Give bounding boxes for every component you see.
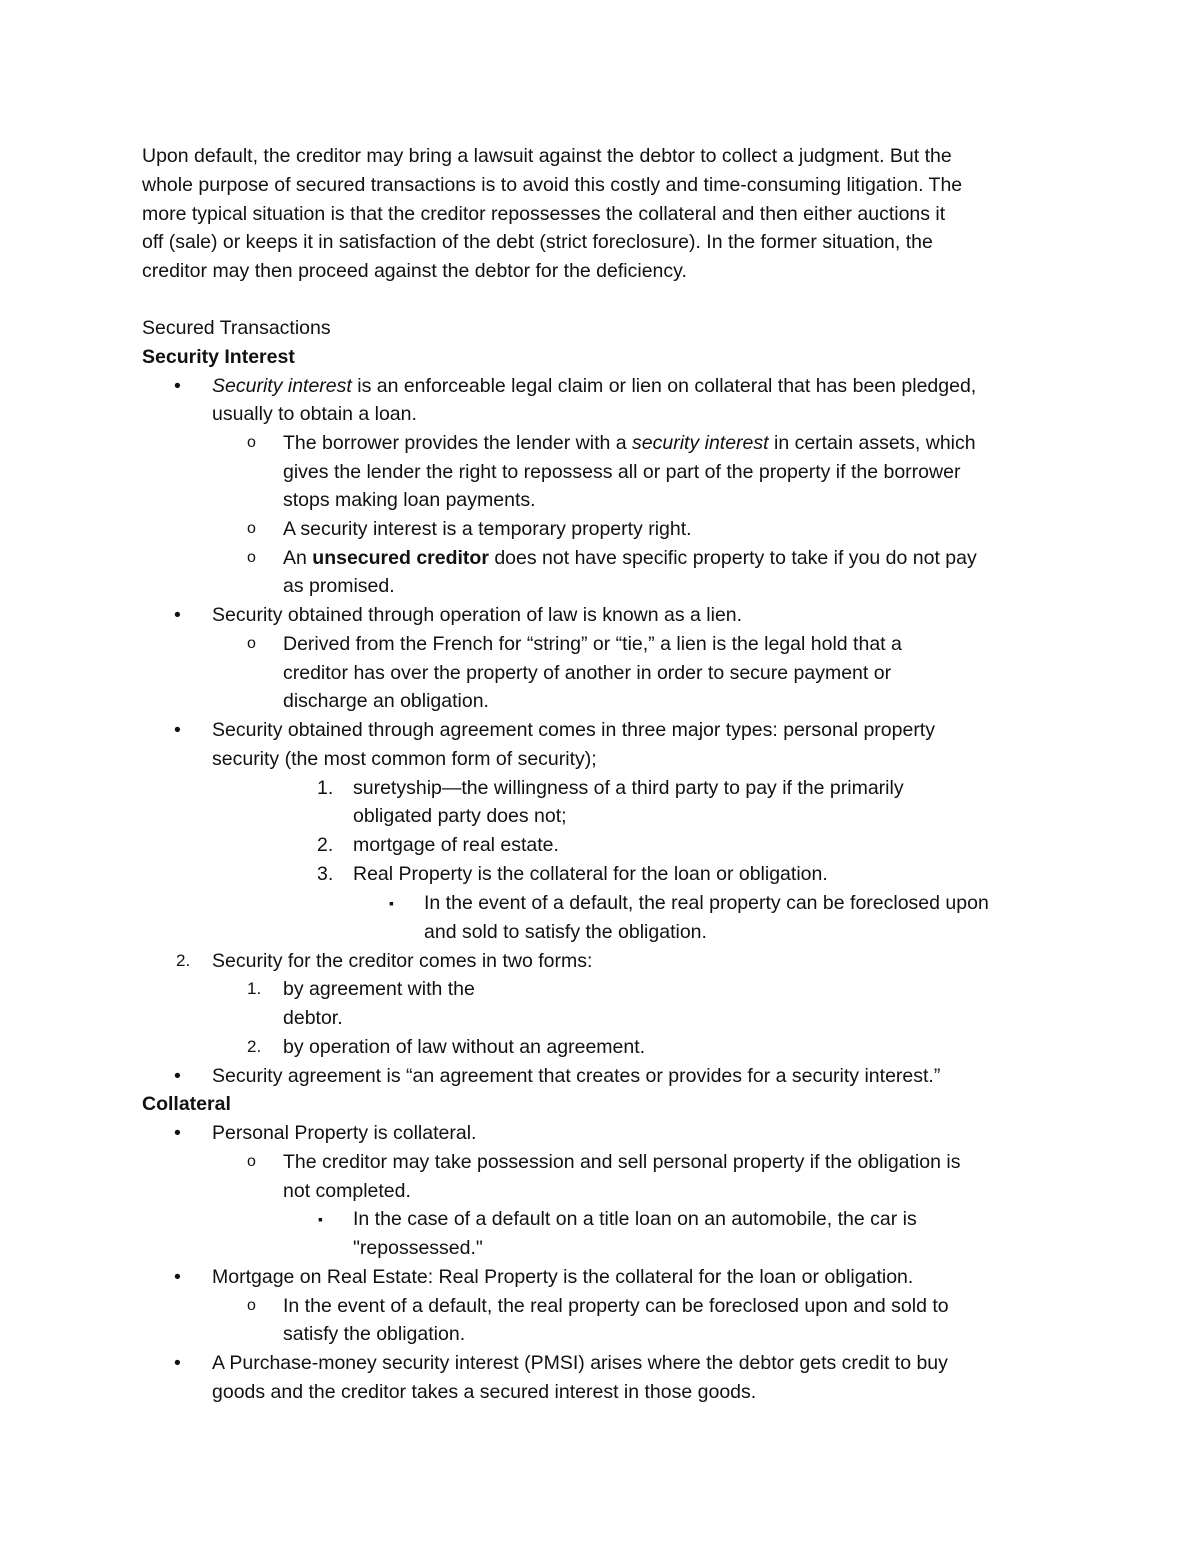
square-item-continuation: "repossessed." [353,1237,483,1259]
numbered-item-mortgage: mortgage of real estate. [353,834,559,856]
circle-marker: o [247,1153,256,1170]
sub-item-continuation: as promised. [283,575,395,597]
numbered-item-suretyship: suretyship—the willingness of a third party to pay if the primarily [353,777,904,799]
sub-item-continuation: creditor has over the property of another in order to secure payment or [283,662,892,684]
intro-line-5: creditor may then proceed against the debtor for the deficiency. [142,260,687,282]
heading-security-interest: Security Interest [142,346,295,368]
intro-line-1: Upon default, the creditor may bring a lawsuit against the debtor to collect a judgment. But the [142,145,952,167]
intro-line-3: more typical situation is that the creditor repossesses the collateral and then either auctions it [142,203,946,225]
square-marker: ▪ [389,895,394,911]
term-security-interest: Security interest [212,375,352,397]
sub-item-continuation: gives the lender the right to repossess all or part of the property if the borrower [283,461,961,483]
list-item-lien: Security obtained through operation of law is known as a lien. [212,604,743,626]
text-fragment: The borrower provides the lender with a [283,432,633,454]
bullet-marker: • [174,375,181,397]
number-marker: 2. [247,1037,262,1056]
text-fragment: is an enforceable legal claim or lien on collateral that has been pledged, [351,375,977,397]
square-item-title-loan: In the case of a default on a title loan on an automobile, the car is [353,1208,917,1230]
intro-line-4: off (sale) or keeps it in satisfaction of the debt (strict foreclosure). In the former situation, the [142,231,933,253]
list-item-security-interest-definition [212,372,976,401]
sub-item-continuation: stops making loan payments. [283,489,536,511]
term-unsecured-creditor: unsecured creditor [312,547,489,569]
list-item-security-agreement: Security agreement is “an agreement that creates or provides for a security interest.” [212,1065,941,1087]
sub-item-unsecured-creditor [283,544,977,573]
heading-collateral: Collateral [142,1093,231,1115]
number-marker: 1. [317,777,334,799]
text-fragment: does not have specific property to take if you do not pay [488,547,977,569]
bullet-marker: • [174,1065,181,1087]
sub-item-foreclosure: In the event of a default, the real property can be foreclosed upon and sold to [283,1295,949,1317]
number-marker: 3. [317,863,334,885]
sub-item-temporary-right: A security interest is a temporary property right. [283,518,692,540]
list-item-continuation: security (the most common form of security); [212,748,597,770]
bullet-marker: • [174,604,181,626]
list-item-agreement-types: Security obtained through agreement comes in three major types: personal property [212,719,935,741]
text-fragment: An [283,547,313,569]
list-item-pmsi: A Purchase-money security interest (PMSI) arises where the debtor gets credit to buy [212,1352,948,1374]
list-item-mortgage: Mortgage on Real Estate: Real Property is the collateral for the loan or obligation. [212,1266,914,1288]
number-marker: 1. [247,979,262,998]
numbered-item-continuation: debtor. [283,1007,343,1029]
bullet-marker: • [174,1122,181,1144]
circle-marker: o [247,549,256,566]
square-marker: ▪ [318,1211,323,1227]
number-marker: 2. [317,834,334,856]
numbered-item-real-property: Real Property is the collateral for the loan or obligation. [353,863,828,885]
number-marker: 2. [176,951,191,970]
bullet-marker: • [174,1352,181,1374]
square-item-continuation: and sold to satisfy the obligation. [424,921,707,943]
term-security-interest: security interest [632,432,769,454]
list-item-personal-property: Personal Property is collateral. [212,1122,477,1144]
list-item-continuation: usually to obtain a loan. [212,403,417,425]
numbered-item-two-forms: Security for the creditor comes in two forms: [212,950,593,972]
sub-item-lien-origin: Derived from the French for “string” or “tie,” a lien is the legal hold that a [283,633,902,655]
circle-marker: o [247,1297,256,1314]
sub-item-continuation: not completed. [283,1180,411,1202]
sub-item-continuation: discharge an obligation. [283,690,489,712]
numbered-item-by-agreement: by agreement with the [283,978,475,1000]
sub-item-continuation: satisfy the obligation. [283,1323,466,1345]
numbered-item-by-operation: by operation of law without an agreement. [283,1036,646,1058]
text-fragment: in certain assets, which [768,432,976,454]
numbered-item-continuation: obligated party does not; [353,805,567,827]
bullet-marker: • [174,719,181,741]
sub-item-borrower-provides [283,429,976,458]
intro-line-2: whole purpose of secured transactions is to avoid this costly and time-consuming litigation. The [142,174,963,196]
circle-marker: o [247,520,256,537]
circle-marker: o [247,635,256,652]
bullet-marker: • [174,1266,181,1288]
heading-secured-transactions: Secured Transactions [142,317,331,339]
circle-marker: o [247,434,256,451]
list-item-continuation: goods and the creditor takes a secured interest in those goods. [212,1381,757,1403]
square-item-foreclosure: In the event of a default, the real property can be foreclosed upon [424,892,989,914]
sub-item-take-possession: The creditor may take possession and sell personal property if the obligation is [283,1151,961,1173]
